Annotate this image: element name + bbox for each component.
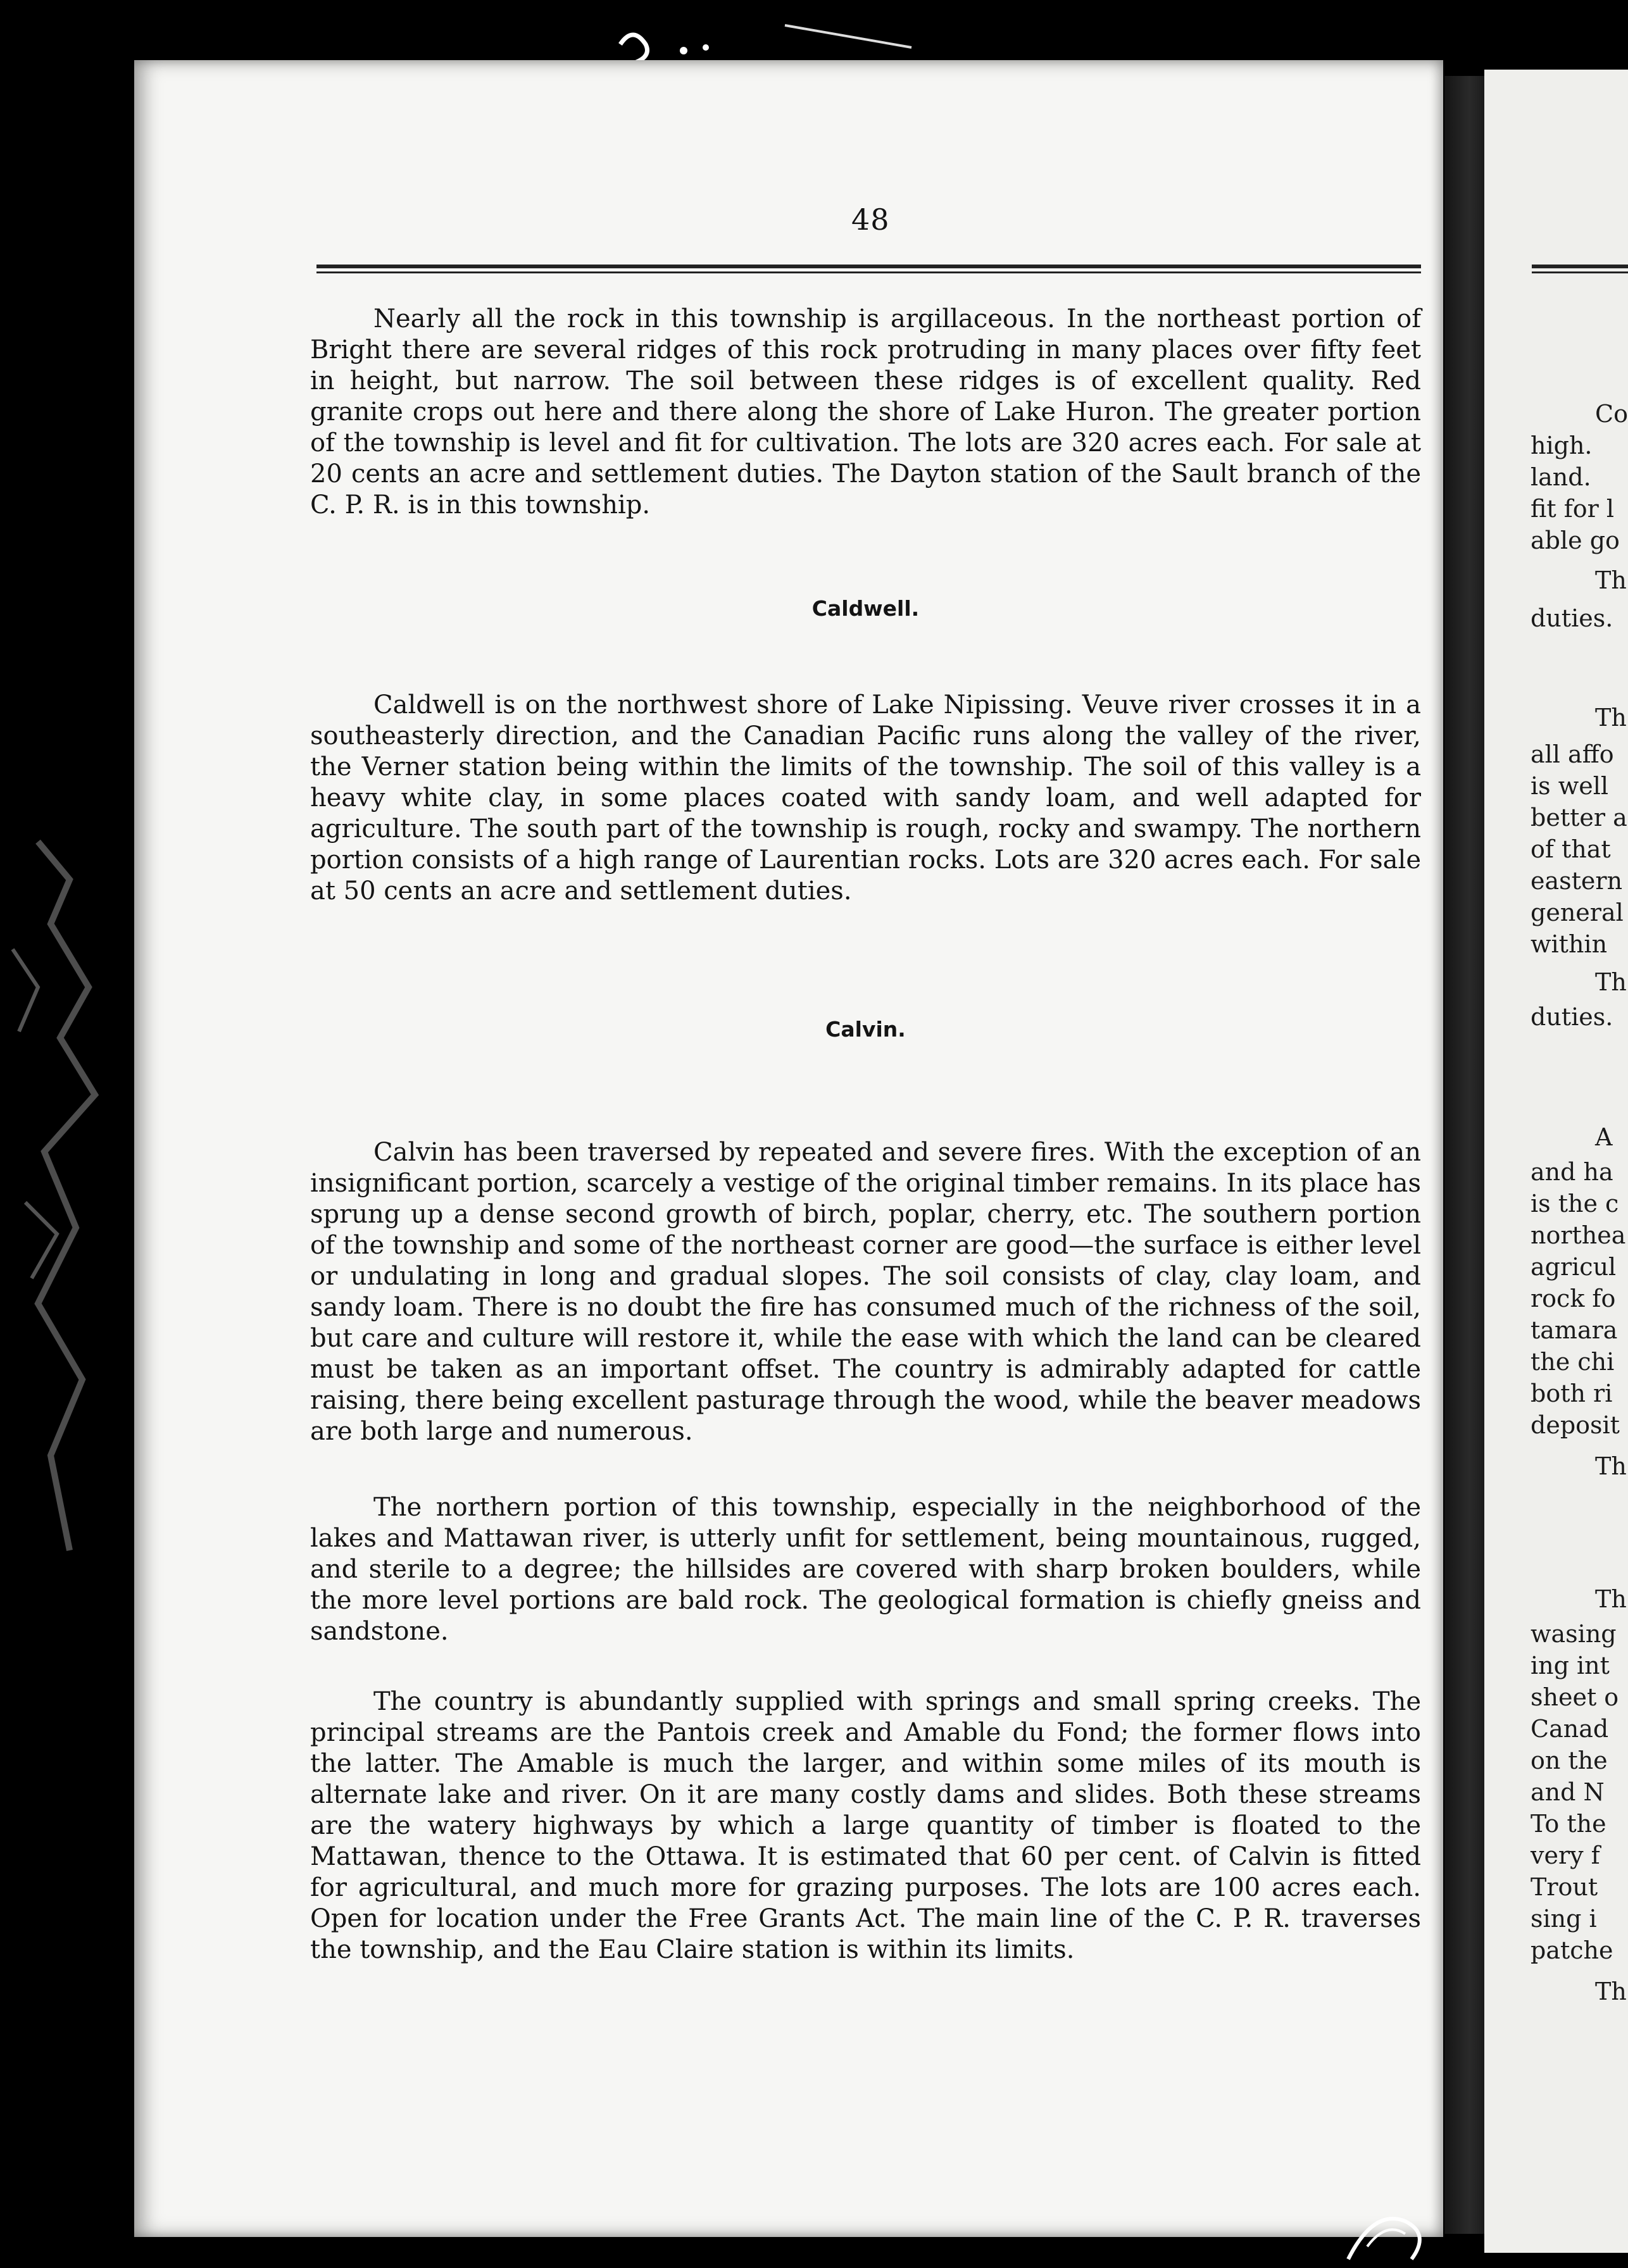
adjacent-text-fragment: general [1531,899,1624,926]
adjacent-text-fragment: rock fo [1531,1285,1616,1312]
adjacent-text-fragment: Trout [1531,1873,1598,1901]
adjacent-text-fragment: high. [1531,432,1593,459]
heading-calvin: Calvin. [825,1017,906,1042]
caldwell-paragraph: Caldwell is on the northwest shore of Lake Nipissing. Veuve river crosses it in a southeasterly direction, and the Canadian Pacific runs along the valley of the river, the Verner station being within the limits of the township. The soil of this valley is a heavy white clay, in some places coated with sandy loam, and well adapted for agriculture. The south part of the township is rough, rocky and swampy. The northern portion consists of a high range of Laurentian rocks. Lots are 320 acres each. For sale at 50 cents an acre and settlement duties. [310,690,1421,906]
calvin-paragraph-1: Calvin has been traversed by repeated and severe fires. With the exception of an insignificant portion, scarcely a vestige of the original timber remains. In its place has sprung up a dense second growth of birch, poplar, cherry, etc. The southern portion of the township and some of the northeast corner are good—the surface is either level or undulating in long and gradual slopes. The soil consists of clay, clay loam, and sandy loam. There is no doubt the fire has consumed much of the richness of the soil, but care and culture will restore it, while the ease with which the land can be cleared must be taken as an important offset. The country is admirably adapted for cattle raising, there being excellent pasturage through the wood, while the beaver meadows are both large and numerous. [310,1138,1421,1446]
adjacent-text-fragment: Th [1595,968,1627,996]
adjacent-text-fragment: Th [1595,1452,1627,1480]
intro-paragraph: Nearly all the rock in this township is argillaceous. In the northeast portion of Bright there are several ridges of this rock protruding in many places over fifty feet in height, but narrow. The soil between these ridges is of excellent quality. Red granite crops out here and there along the shore of Lake Huron. The greater portion of the township is level and fit for cultivation. The lots are 320 acres each. For sale at 20 cents an acre and settlement duties. The Dayton station of the Sault branch of the C. P. R. is in this township. [310,304,1421,520]
adjacent-text-fragment: both ri [1531,1380,1613,1407]
adjacent-text-fragment: and ha [1531,1158,1613,1186]
adjacent-text-fragment: eastern [1531,867,1623,895]
adjacent-text-fragment: duties. [1531,604,1613,632]
header-rule [316,265,1421,273]
adjacent-text-fragment: Canad [1531,1715,1609,1743]
adjacent-text-fragment: sheet o [1531,1683,1619,1711]
adjacent-text-fragment: within [1531,930,1608,958]
scan-edge-stain [0,823,120,1582]
adjacent-text-fragment: wasing [1531,1620,1617,1648]
adjacent-text-fragment: To the [1531,1810,1606,1838]
adjacent-text-fragment: all affo [1531,740,1614,768]
scan-mark-bottom [1329,2177,1481,2265]
adjacent-text-fragment: ing int [1531,1652,1610,1679]
adjacent-text-fragment: duties. [1531,1003,1613,1031]
adjacent-text-fragment: A [1595,1123,1613,1151]
page-number: 48 [851,202,890,237]
calvin-paragraph-2: The northern portion of this township, especially in the neighborhood of the lakes and Mattawan river, is utterly unfit for settlement, being mountainous, rugged, and sterile to a degree; the hillsides are covered with sharp broken boulders, while the more level portions are bald rock. The geological formation is chiefly gneiss and sandstone. [310,1493,1421,1646]
adjacent-text-fragment: of that [1531,835,1611,863]
adjacent-text-fragment: Co [1595,400,1628,428]
adjacent-text-fragment: Th [1595,566,1627,594]
adjacent-text-fragment: northea [1531,1221,1626,1249]
heading-caldwell: Caldwell. [811,596,920,621]
adjacent-text-fragment: able go [1531,526,1620,554]
adjacent-text-fragment: on the [1531,1747,1608,1774]
adjacent-text-fragment: land. [1531,463,1591,491]
adjacent-header-rule [1532,265,1628,273]
adjacent-text-fragment: agricul [1531,1253,1617,1281]
adjacent-text-fragment: Th [1595,1585,1627,1613]
adjacent-text-fragment: deposit [1531,1411,1620,1439]
calvin-paragraph-3: The country is abundantly supplied with springs and small spring creeks. The principal streams are the Pantois creek and Amable du Fond; the former flows into the latter. The Amable is much the larger, and within some miles of its mouth is alternate lake and river. On it are many costly dams and slides. Both these streams are the watery highways by which a large quantity of timber is floated to the Mattawan, thence to the Ottawa. It is estimated that 60 per cent. of Calvin is fitted for agricultural, and much more for grazing purposes. The lots are 100 acres each. Open for location under the Free Grants Act. The main line of the C. P. R. traverses the township, and the Eau Claire station is within its limits. [310,1687,1421,1964]
adjacent-text-fragment: and N [1531,1778,1605,1806]
adjacent-text-fragment: tamara [1531,1316,1618,1344]
adjacent-text-fragment: Th [1595,704,1627,732]
adjacent-text-fragment: Th [1595,1978,1627,2005]
adjacent-text-fragment: patche [1531,1936,1613,1964]
adjacent-text-fragment: fit for l [1531,495,1615,523]
adjacent-text-fragment: sing i [1531,1905,1597,1933]
adjacent-text-fragment: the chi [1531,1348,1615,1376]
adjacent-text-fragment: is well [1531,772,1609,800]
adjacent-text-fragment: better a [1531,804,1627,832]
adjacent-text-fragment: very f [1531,1841,1600,1869]
adjacent-text-fragment: is the c [1531,1190,1619,1218]
